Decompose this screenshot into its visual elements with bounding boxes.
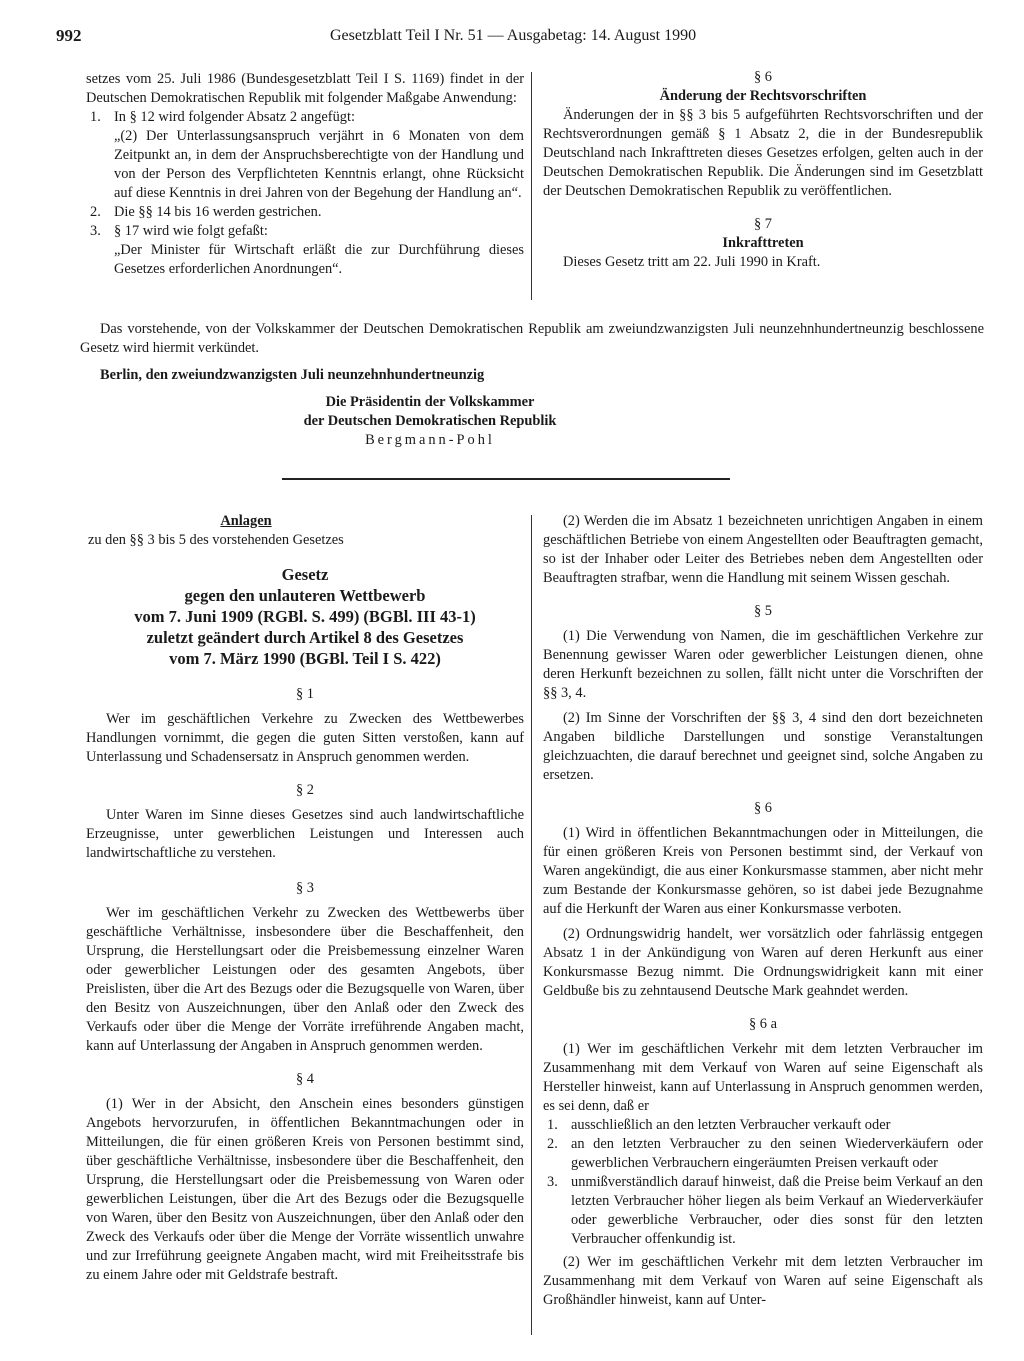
- item-number: 3.: [547, 1174, 558, 1190]
- amendment-item-3: [86, 222, 524, 279]
- annex-left-column: [86, 512, 524, 1285]
- section-heading: § 6: [754, 800, 772, 816]
- section-heading: § 7: [754, 216, 772, 232]
- section-heading: § 1: [296, 686, 314, 702]
- item-number: 2.: [547, 1136, 558, 1152]
- section-heading: § 6: [754, 69, 772, 85]
- amendment-item-1: [86, 108, 524, 203]
- signature-title-line-2: der Deutschen Demokratischen Republik: [303, 413, 557, 429]
- page-number: 992: [56, 26, 82, 45]
- law-title-line: gegen den unlauteren Wettbewerb: [184, 586, 426, 605]
- section-title: Inkrafttreten: [722, 235, 804, 251]
- amendment-item-2: [86, 203, 524, 222]
- section-text: (2) Werden die im Absatz 1 bezeichneten unrichtigen Angaben in einem geschäftlichen Betriebe von einem Angestellten oder Beauftragten gemacht, so ist der Inhaber oder Leiter des Betriebes neben dem Angestellten oder Beauftragten strafbar, wenn die Handlung mit seinem Wissen geschah.: [543, 513, 983, 586]
- section-heading: § 2: [296, 782, 314, 798]
- running-header: Gesetzblatt Teil I Nr. 51 — Ausgabetag: 14. August 1990: [330, 27, 697, 44]
- top-left-column: [86, 70, 524, 279]
- list-item: [543, 1116, 983, 1135]
- section-text: (1) Die Verwendung von Namen, die im geschäftlichen Verkehre zur Benennung gewisser Waren oder gewerblicher Leistungen dienen, ohne deren Herkunft bezeichnen zu sollen, fällt nicht unter die Vorschriften der §§ 3, 4.: [543, 628, 983, 701]
- item-text: unmißverständlich darauf hinweist, daß die Preise beim Verkauf an den letzten Verbraucher höher liegen als beim Verkauf an Wiederverkäufer oder gewerbliche Verbraucher, oder dies sonst für den letzten Verbraucher offenkundig ist.: [571, 1174, 983, 1247]
- signature-name: Bergmann-Pohl: [365, 432, 495, 448]
- column-divider-bottom: [531, 515, 532, 1335]
- list-item: [543, 1173, 983, 1249]
- item-quote: „(2) Der Unterlassungsanspruch verjährt in 6 Monaten von dem Zeitpunkt an, in dem der Anspruchsberechtigte von der Handlung und von der Person des Verpflichteten Kenntnis erlangt, ohne Rücksicht auf diese Kenntnis in drei Jahren von der Begehung der Handlung an“.: [114, 128, 524, 201]
- annex-subtitle: zu den §§ 3 bis 5 des vorstehenden Gesetzes: [88, 532, 344, 548]
- annex-right-column: [543, 512, 983, 1310]
- section-text: Änderungen der in §§ 3 bis 5 aufgeführten Rechtsvorschriften und der Rechtsverordnungen gemäß § 1 Absatz 2, die in der Bundesrepublik Deutschland nach Inkrafttreten dieses Gesetzes erfolgen, gelten auch in der Deutschen Demokratischen Republik. Die Änderungen sind im Gesetzblatt der Deutschen Demokratischen Republik zu veröffentlichen.: [543, 107, 983, 199]
- place-date: Berlin, den zweiundzwanzigsten Juli neunzehnhundertneunzig: [100, 367, 485, 383]
- section-text: Wer im geschäftlichen Verkehr zu Zwecken des Wettbewerbs über geschäftliche Verhältnisse, insbesondere über die Beschaffenheit, den Ursprung, die Herstellungsart oder die Preisbemessung einzelner Waren oder gewerblicher Leistungen oder des gesamten Angebots, über Preislisten, über die Art des Bezugs oder die Bezugsquelle von Waren, über den Besitz von Auszeichnungen, über den Anlaß oder den Zweck des Verkaufs oder über die Menge der Vorräte irreführende Angaben macht, kann auf Unterlassung der Angaben in Anspruch genommen werden.: [86, 905, 524, 1054]
- item-text: § 17 wird wie folgt gefaßt:: [114, 223, 268, 239]
- section-text: (2) Ordnungswidrig handelt, wer vorsätzlich oder fahrlässig entgegen Absatz 1 in der Ankündigung von Waren auf deren Herkunft aus einer Konkursmasse Bezug nimmt. Die Ordnungswidrigkeit kann mit einer Geldbuße bis zu zehntausend Deutsche Mark geahndet werden.: [543, 926, 983, 999]
- section-text: (1) Wer in der Absicht, den Anschein eines besonders günstigen Angebots hervorzurufen, in öffentlichen Bekanntmachungen oder in Mitteilungen, die für einen größeren Kreis von Personen bestimmt sind, über geschäftliche Verhältnisse, insbesondere über die Beschaffenheit, den Ursprung, die Herstellungsart oder die Preisbemessung von Waren oder gewerblichen Leistungen, über die Art des Bezugs oder die Bezugsquelle von Waren, über den Besitz von Auszeichnungen, über den Anlaß oder den Zweck des Verkaufs oder über die Menge der Vorräte wissentlich unwahre und zur Irreführung geeignete Angaben macht, wird mit Freiheitsstrafe bis zu einem Jahre oder mit Geldstrafe bestraft.: [86, 1096, 524, 1283]
- signature-title-line-1: Die Präsidentin der Volkskammer: [325, 394, 535, 410]
- section-heading: § 4: [296, 1071, 314, 1087]
- item-text: Die §§ 14 bis 16 werden gestrichen.: [114, 204, 322, 220]
- section-text: (1) Wird in öffentlichen Bekanntmachungen oder in Mitteilungen, die für einen größeren Kreis von Personen bestimmt sind, der Verkauf von Waren angekündigt, die aus einer Konkursmasse stammen, aber nicht mehr zum Bestande der Konkursmasse gehören, so ist dabei jede Bezugnahme auf die Herkunft der Waren aus einer Konkursmasse verboten.: [543, 825, 983, 917]
- item-number: 3.: [90, 223, 101, 239]
- item-text: ausschließlich an den letzten Verbraucher verkauft oder: [571, 1117, 891, 1133]
- item-quote: „Der Minister für Wirtschaft erläßt die zur Durchführung dieses Gesetzes erforderlichen Anordnungen“.: [114, 242, 524, 277]
- law-title-line: zuletzt geändert durch Artikel 8 des Gesetzes: [146, 628, 464, 647]
- law-title-line: vom 7. März 1990 (BGBl. Teil I S. 422): [169, 649, 441, 668]
- item-text: an den letzten Verbraucher zu den seinen Wiederverkäufern oder gewerblichen Verbrauchern eingeräumten Preisen verkauft oder: [571, 1136, 983, 1171]
- list-item: [543, 1135, 983, 1173]
- section-heading: § 5: [754, 603, 772, 619]
- section-title: Änderung der Rechtsvorschriften: [659, 88, 867, 104]
- annex-label: Anlagen: [220, 513, 272, 529]
- section-text: Dieses Gesetz tritt am 22. Juli 1990 in Kraft.: [563, 254, 821, 270]
- intro-paragraph: setzes vom 25. Juli 1986 (Bundesgesetzblatt Teil I S. 1169) findet in der Deutschen Demokratischen Republik mit folgender Maßgabe Anwendung:: [86, 71, 524, 106]
- promulgation-block: [80, 320, 984, 450]
- section-heading: § 6 a: [749, 1016, 777, 1032]
- section-heading: § 3: [296, 880, 314, 896]
- law-title: [86, 564, 524, 669]
- section-text: Unter Waren im Sinne dieses Gesetzes sind auch landwirtschaftliche Erzeugnisse, unter gewerblichen Leistungen und Interessen auch landwirtschaftliche zu verstehen.: [86, 807, 524, 861]
- promulgation-text: Das vorstehende, von der Volkskammer der Deutschen Demokratischen Republik am zweiundzwanzigsten Juli neunzehnhundertneunzig beschlossene Gesetz wird hiermit verkündet.: [80, 321, 984, 356]
- item-number: 2.: [90, 204, 101, 220]
- law-title-line: Gesetz: [281, 565, 329, 584]
- separator-rule: [282, 478, 730, 480]
- item-number: 1.: [90, 109, 101, 125]
- section-text: (2) Im Sinne der Vorschriften der §§ 3, 4 sind den dort bezeichneten Angaben bildliche Darstellungen und sonstige Veranstaltungen gleichzuachten, die darauf berechnet und geeignet sind, solche Angaben zu ersetzen.: [543, 710, 983, 783]
- section-text: (2) Wer im geschäftlichen Verkehr mit dem letzten Verbraucher im Zusammenhang mit dem Verkauf von Waren auf seine Eigenschaft als Großhändler hinweist, kann auf Unter-: [543, 1254, 983, 1308]
- item-number: 1.: [547, 1117, 558, 1133]
- column-divider-top: [531, 72, 532, 300]
- section-text: (1) Wer im geschäftlichen Verkehr mit dem letzten Verbraucher im Zusammenhang mit dem Verkauf von Waren auf seine Eigenschaft als Hersteller hinweist, kann auf Unterlassung in Anspruch genommen werden, es sei denn, daß er: [543, 1041, 983, 1114]
- item-text: In § 12 wird folgender Absatz 2 angefügt:: [114, 109, 355, 125]
- section-text: Wer im geschäftlichen Verkehre zu Zwecken des Wettbewerbes Handlungen vornimmt, die gegen die guten Sitten verstoßen, kann auf Unterlassung und Schadensersatz in Anspruch genommen werden.: [86, 711, 524, 765]
- top-right-column: [543, 68, 983, 272]
- law-title-line: vom 7. Juni 1909 (RGBl. S. 499) (BGBl. III 43-1): [134, 607, 476, 626]
